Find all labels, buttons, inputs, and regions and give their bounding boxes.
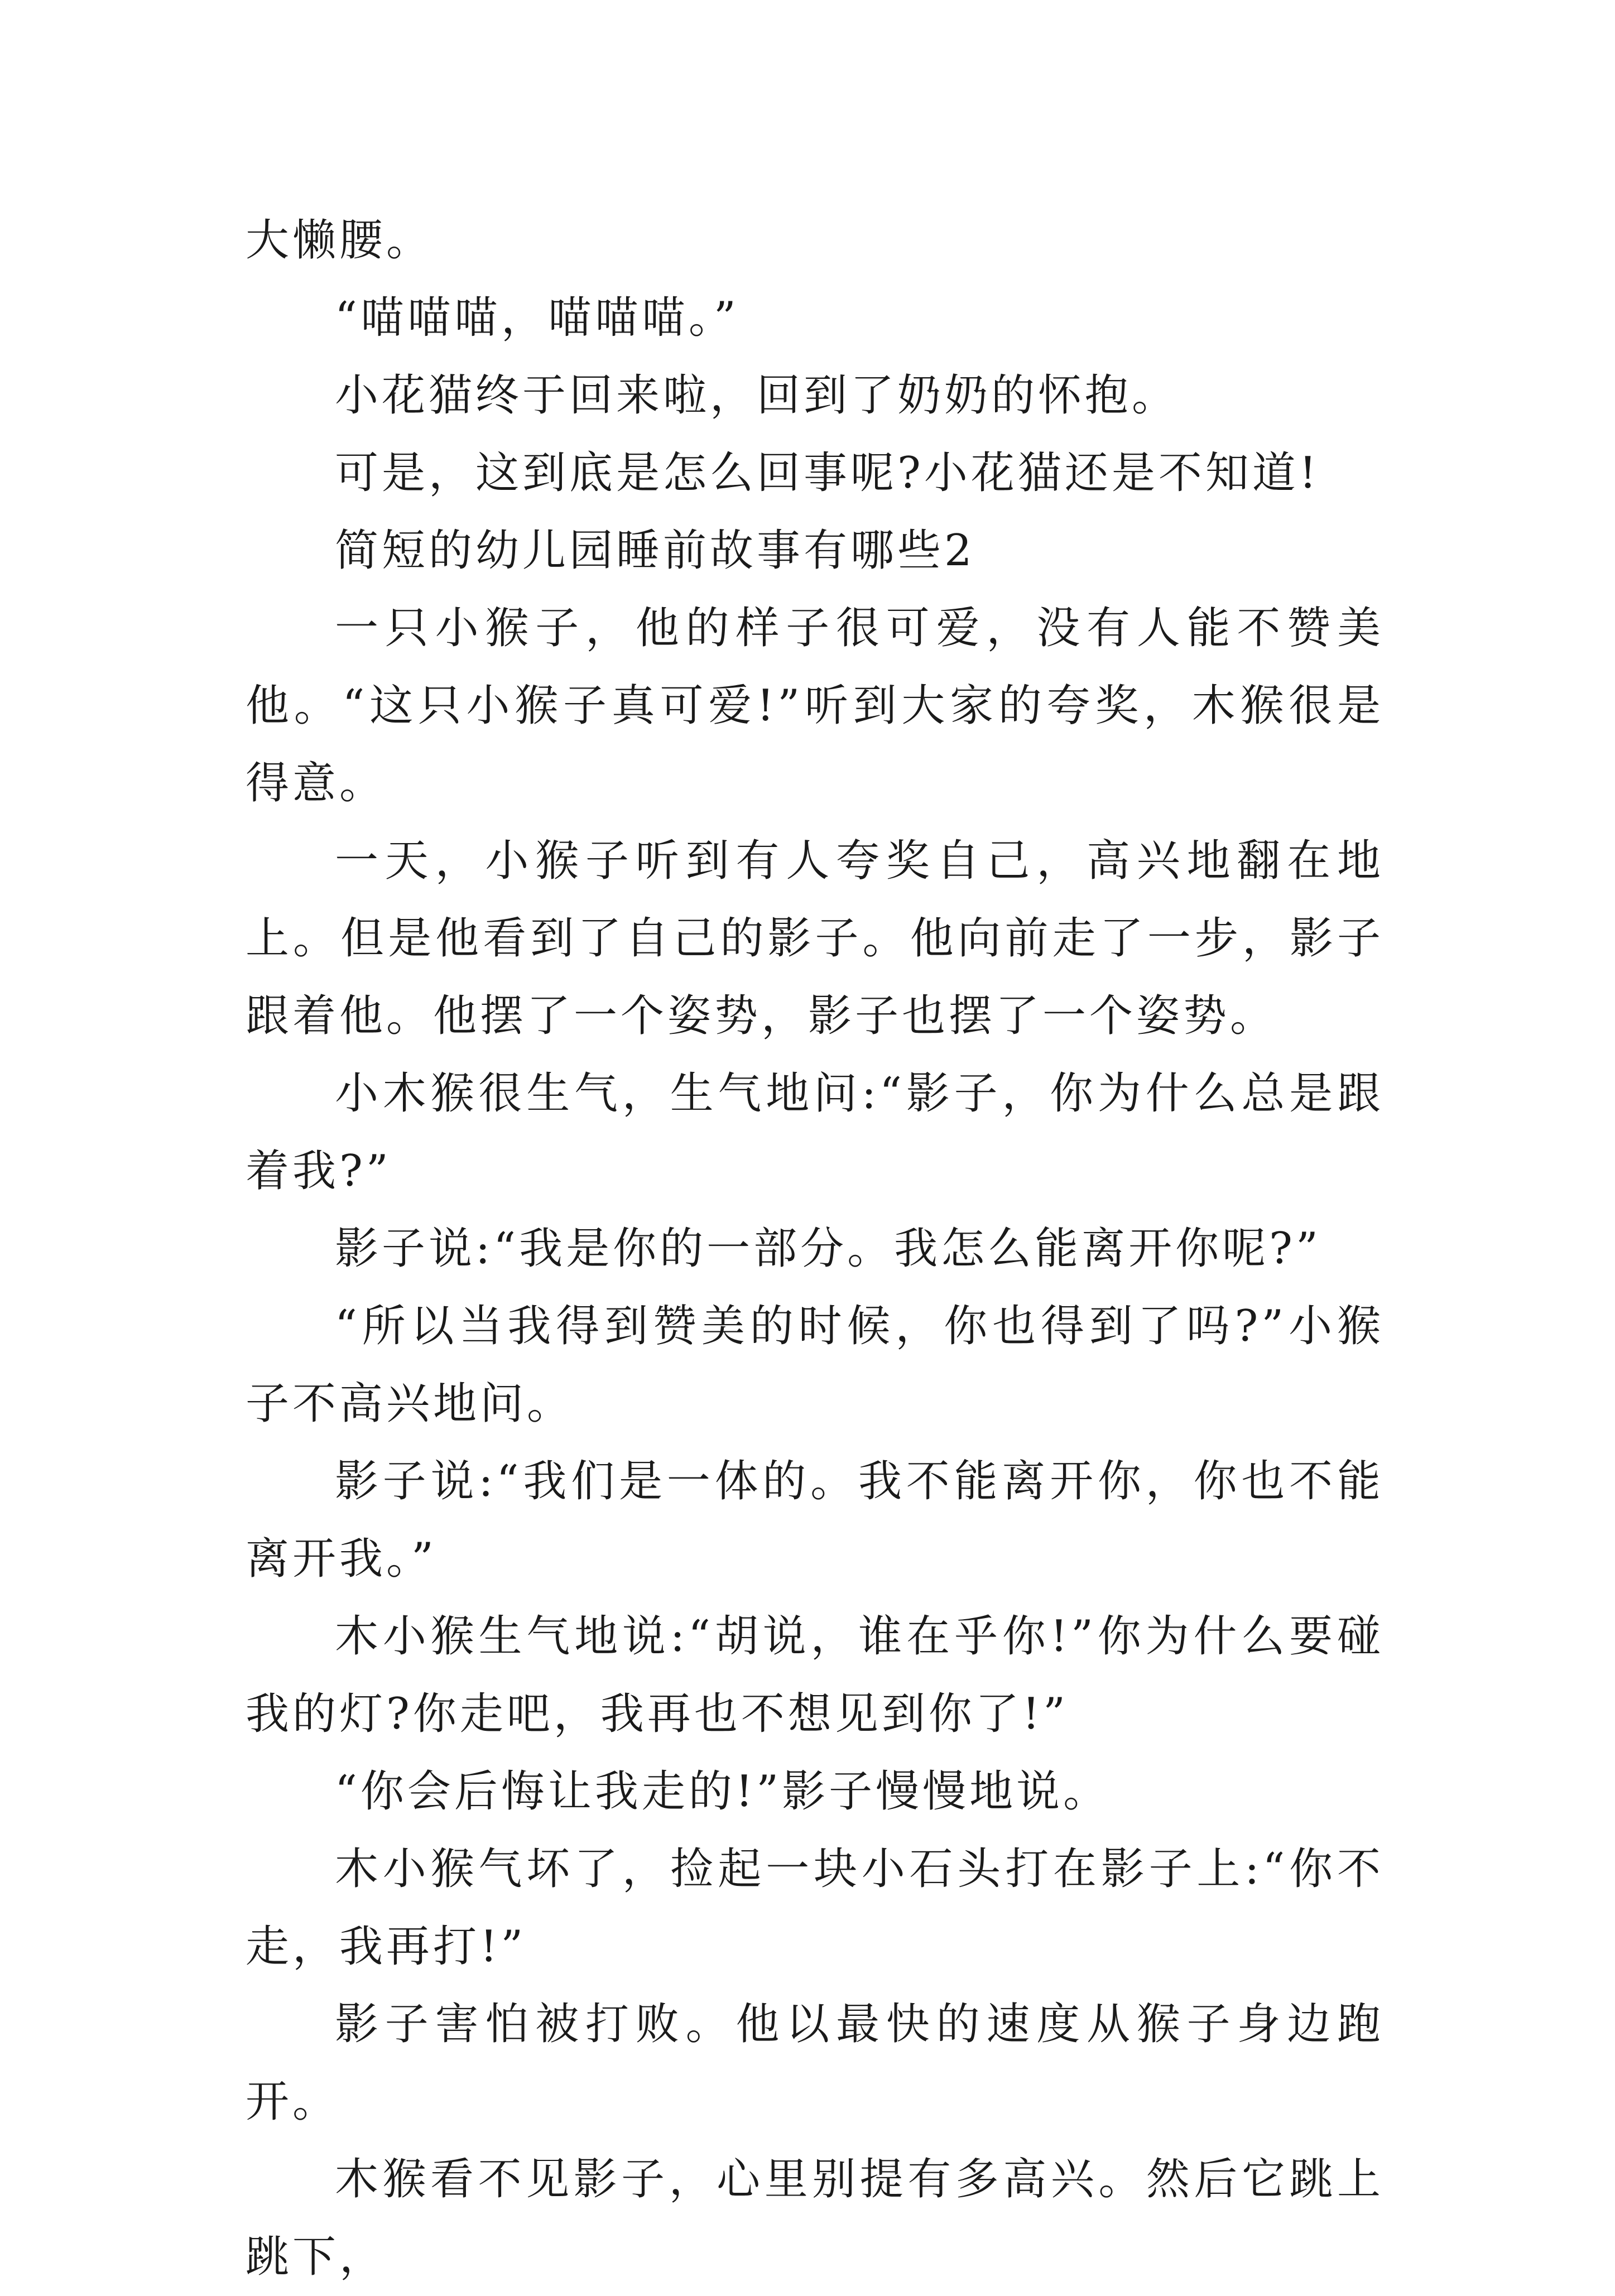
paragraph: “你会后悔让我走的!”影子慢慢地说。	[335, 1766, 1111, 1817]
paragraph: 影子害怕被打败。他以最快的速度从猴子身边跑开。	[246, 1999, 1384, 2127]
paragraph: 一天，小猴子听到有人夸奖自己，高兴地翻在地上。但是他看到了自己的影子。他向前走了一步，影子跟着他。他摆了一个姿势，影子也摆了一个姿势。	[246, 836, 1384, 1041]
paragraph: “所以当我得到赞美的时候，你也得到了吗?”小猴子不高兴地问。	[246, 1301, 1384, 1429]
paragraph: 影子说:“我是你的一部分。我怎么能离开你呢?”	[335, 1224, 1321, 1274]
section-heading: 简短的幼儿园睡前故事有哪些2	[335, 526, 975, 576]
paragraph: 小花猫终于回来啦，回到了奶奶的怀抱。	[335, 370, 1179, 421]
paragraph: 大懒腰。	[246, 215, 434, 266]
paragraph: 木小猴气坏了，捡起一块小石头打在影子上:“你不走，我再打!”	[246, 1844, 1384, 1972]
paragraph: 影子说:“我们是一体的。我不能离开你，你也不能离开我。”	[246, 1456, 1384, 1584]
story-text	[246, 202, 1384, 2296]
paragraph: “喵喵喵，喵喵喵。”	[335, 293, 739, 343]
paragraph: 可是，这到底是怎么回事呢?小花猫还是不知道!	[335, 448, 1320, 498]
paragraph: 木猴看不见影子，心里别提有多高兴。然后它跳上跳下，	[246, 2154, 1384, 2282]
paragraph: 小木猴很生气，生气地问:“影子，你为什么总是跟着我?”	[246, 1068, 1384, 1196]
paragraph: 一只小猴子，他的样子很可爱，没有人能不赞美他。“这只小猴子真可爱!”听到大家的夸奖，木猴很是得意。	[246, 603, 1384, 808]
paragraph: 木小猴生气地说:“胡说，谁在乎你!”你为什么要碰我的灯?你走吧，我再也不想见到你了!”	[246, 1611, 1384, 1739]
